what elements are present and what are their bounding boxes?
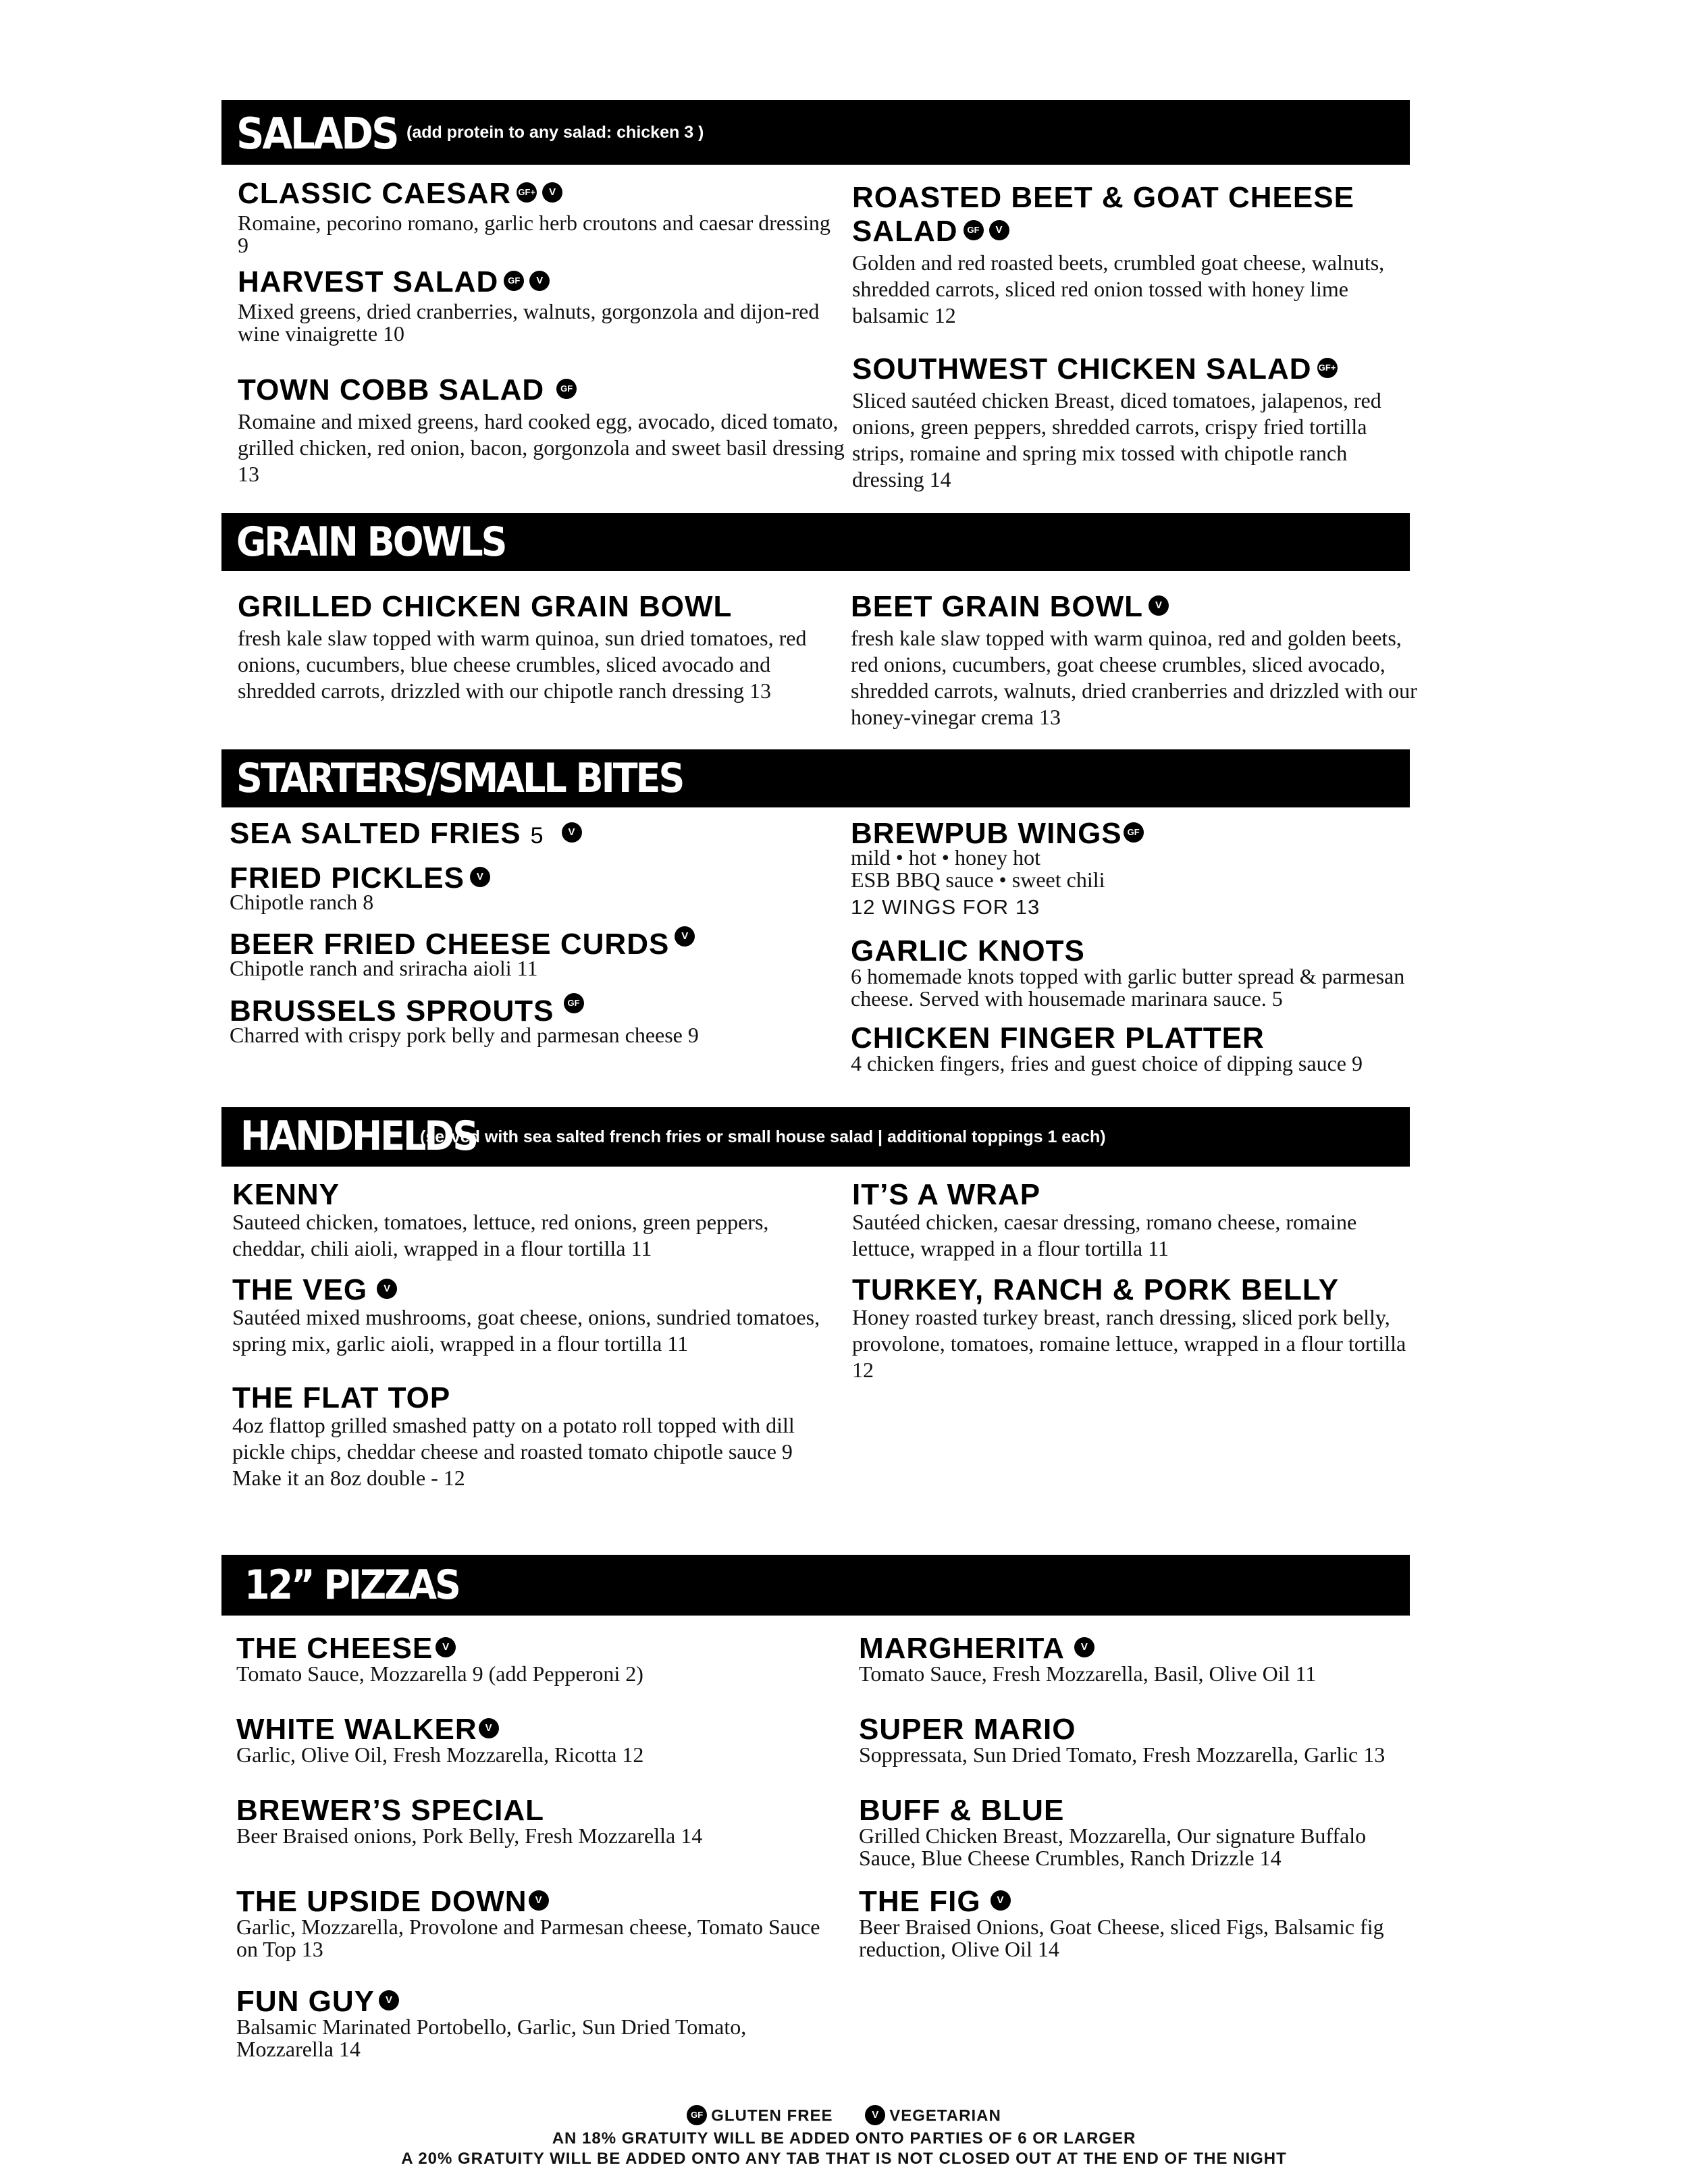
item-extra: Make it an 8oz double - 12 xyxy=(232,1466,465,1490)
vegetarian-icon: V xyxy=(675,926,695,947)
menu-item-its-a-wrap xyxy=(852,1178,1419,1262)
vegetarian-icon: V xyxy=(1149,595,1169,616)
menu-item-the-upside-down xyxy=(236,1885,830,1961)
item-name: TURKEY, RANCH & PORK BELLY xyxy=(852,1273,1340,1306)
item-description: fresh kale slaw topped with warm quinoa, sun dried tomatoes, red onions, cucumbers, blue cheese crumbles, sliced avocado and shredded carrots, drizzled with our chipotle ranch dressing 13 xyxy=(238,626,807,703)
item-description: Chipotle ranch 8 xyxy=(230,890,374,914)
item-name: THE UPSIDE DOWN xyxy=(236,1885,527,1918)
menu-item-town-cobb-salad xyxy=(238,373,845,487)
item-description: Grilled Chicken Breast, Mozzarella, Our signature Buffalo Sauce, Blue Cheese Crumbles, Ranch Drizzle 14 xyxy=(859,1823,1367,1870)
item-description: Beer Braised Onions, Goat Cheese, sliced Figs, Balsamic fig reduction, Olive Oil 14 xyxy=(859,1915,1384,1961)
item-price: 5 xyxy=(530,823,544,849)
menu-item-turkey-ranch-pork-belly xyxy=(852,1273,1419,1383)
vegetarian-icon: V xyxy=(542,182,562,203)
gluten-free-icon: GF xyxy=(504,271,524,291)
item-name: GRILLED CHICKEN GRAIN BOWL xyxy=(238,590,733,623)
item-description: Balsamic Marinated Portobello, Garlic, Sun Dried Tomato, Mozzarella 14 xyxy=(236,2015,747,2061)
menu-item-grilled-chicken-grain-bowl xyxy=(238,590,832,704)
item-name: GARLIC KNOTS xyxy=(851,934,1085,967)
menu-item-kenny xyxy=(232,1178,840,1262)
legend-gluten-free: GLUTEN FREE xyxy=(711,2106,833,2125)
menu-item-beer-fried-cheese-curds xyxy=(230,928,837,980)
item-extra: 12 WINGS FOR 13 xyxy=(851,895,1040,919)
salads-title: SALADS xyxy=(236,109,398,159)
item-name: BEER FRIED CHEESE CURDS xyxy=(230,928,670,961)
item-name: BUFF & BLUE xyxy=(859,1794,1065,1827)
gluten-free-icon: GF xyxy=(687,2105,707,2125)
item-description: Sliced sautéed chicken Breast, diced tomatoes, jalapenos, red onions, green peppers, shredded carrots, crispy fried tortilla strips, romaine and spring mix tossed with chipotle ranch dressing 14 xyxy=(852,388,1381,491)
handhelds-note: (served with sea salted french fries or small house salad | additional toppings 1 each) xyxy=(420,1127,1106,1146)
item-name: BRUSSELS SPROUTS xyxy=(230,994,554,1028)
item-description: Romaine and mixed greens, hard cooked egg, avocado, diced tomato, grilled chicken, red onion, bacon, gorgonzola and sweet basil dressing 13 xyxy=(238,409,845,486)
gratuity-note-open-tab: A 20% GRATUITY WILL BE ADDED ONTO ANY TAB THAT IS NOT CLOSED OUT AT THE END OF THE NIGHT xyxy=(401,2150,1287,2168)
item-description: Sautéed mixed mushrooms, goat cheese, onions, sundried tomatoes, spring mix, garlic aioli, wrapped in a flour tortilla 11 xyxy=(232,1305,820,1356)
item-description: Chipotle ranch and sriracha aioli 11 xyxy=(230,956,538,980)
salads-banner xyxy=(221,100,1410,165)
item-name: FUN GUY xyxy=(236,1985,375,2018)
menu-item-fun-guy xyxy=(236,1985,830,2060)
item-description: fresh kale slaw topped with warm quinoa, red and golden beets, red onions, cucumbers, goat cheese crumbles, sliced avocado, shredded carrots, walnuts, dried cranberries and drizzled with our honey-vinegar crema 13 xyxy=(851,626,1417,729)
item-description: 4oz flattop grilled smashed patty on a potato roll topped with dill pickle chips, cheddar cheese and roasted tomato chipotle sauce 9 xyxy=(232,1413,795,1464)
item-name: WHITE WALKER xyxy=(236,1713,477,1746)
pizzas-title: 12” PIZZAS xyxy=(244,1562,459,1609)
item-description: Sauteed chicken, tomatoes, lettuce, red onions, green peppers, cheddar, chili aioli, wrapped in a flour tortilla 11 xyxy=(232,1210,769,1260)
item-description: Charred with crispy pork belly and parmesan cheese 9 xyxy=(230,1023,699,1047)
gluten-free-icon: GF+ xyxy=(517,182,537,203)
item-description: Sautéed chicken, caesar dressing, romano cheese, romaine lettuce, wrapped in a flour tortilla 11 xyxy=(852,1210,1357,1260)
legend xyxy=(0,2106,1688,2127)
item-description: Beer Braised onions, Pork Belly, Fresh Mozzarella 14 xyxy=(236,1823,703,1848)
item-description: Mixed greens, dried cranberries, walnuts, gorgonzola and dijon-red wine vinaigrette 10 xyxy=(238,299,820,346)
item-name: SEA SALTED FRIES xyxy=(230,817,521,850)
pizzas-banner xyxy=(221,1555,1410,1616)
vegetarian-icon: V xyxy=(989,220,1009,240)
menu-item-the-cheese xyxy=(236,1632,830,1685)
item-description: Garlic, Mozzarella, Provolone and Parmesan cheese, Tomato Sauce on Top 13 xyxy=(236,1915,820,1961)
gratuity-note-parties: AN 18% GRATUITY WILL BE ADDED ONTO PARTIES OF 6 OR LARGER xyxy=(552,2129,1136,2148)
menu-item-the-flat-top xyxy=(232,1381,826,1491)
grain-bowls-banner xyxy=(221,513,1410,571)
item-description: Romaine, pecorino romano, garlic herb croutons and caesar dressing 9 xyxy=(238,211,830,257)
menu-item-margherita xyxy=(859,1632,1419,1685)
item-name: BEET GRAIN BOWL xyxy=(851,590,1143,623)
item-name: THE CHEESE xyxy=(236,1632,433,1665)
gluten-free-icon: GF xyxy=(1124,822,1144,843)
grain-bowls-title: GRAIN BOWLS xyxy=(236,518,506,566)
item-name: THE VEG xyxy=(232,1273,368,1306)
vegetarian-icon: V xyxy=(436,1637,456,1657)
menu-item-brussels-sprouts xyxy=(230,994,837,1046)
menu-item-southwest-chicken-salad xyxy=(852,352,1406,493)
legend-vegetarian: VEGETARIAN xyxy=(889,2106,1001,2125)
vegetarian-icon: V xyxy=(379,1990,399,2010)
item-name: MARGHERITA xyxy=(859,1632,1065,1665)
menu-item-brewpub-wings xyxy=(851,817,1418,920)
item-name: CHICKEN FINGER PLATTER xyxy=(851,1021,1265,1055)
menu-item-brewers-special xyxy=(236,1794,830,1847)
menu-item-roasted-beet-goat-cheese-salad xyxy=(852,181,1406,329)
starters-title: STARTERS/SMALL BITES xyxy=(236,755,683,802)
gluten-free-icon: GF xyxy=(964,220,984,240)
item-description: Tomato Sauce, Fresh Mozzarella, Basil, Olive Oil 11 xyxy=(859,1661,1317,1686)
item-description: 4 chicken fingers, fries and guest choice of dipping sauce 9 xyxy=(851,1051,1363,1075)
menu-item-sea-salted-fries xyxy=(230,817,837,853)
item-name: IT’S A WRAP xyxy=(852,1178,1041,1211)
item-name: BREWPUB WINGS xyxy=(851,817,1122,850)
menu-item-the-veg xyxy=(232,1273,840,1357)
item-name: KENNY xyxy=(232,1178,340,1211)
item-name: ROASTED BEET & GOAT CHEESE SALAD xyxy=(852,181,1354,248)
vegetarian-icon: V xyxy=(470,867,490,887)
menu-item-harvest-salad xyxy=(238,265,845,345)
vegetarian-icon: V xyxy=(991,1890,1011,1911)
item-name: TOWN COBB SALAD xyxy=(238,373,545,406)
item-description: 6 homemade knots topped with garlic butter spread & parmesan cheese. Served with housemade marinara sauce. 5 xyxy=(851,964,1405,1011)
item-name: THE FLAT TOP xyxy=(232,1381,451,1414)
menu-item-the-fig xyxy=(859,1885,1419,1961)
item-description-line: mild • hot • honey hot xyxy=(851,845,1041,870)
menu-item-super-mario xyxy=(859,1713,1419,1766)
vegetarian-icon: V xyxy=(562,822,582,843)
menu-item-fried-pickles xyxy=(230,861,837,913)
item-description-line: ESB BBQ sauce • sweet chili xyxy=(851,868,1105,892)
menu-item-garlic-knots xyxy=(851,934,1431,1010)
item-name: SUPER MARIO xyxy=(859,1713,1076,1746)
menu-item-chicken-finger-platter xyxy=(851,1021,1431,1075)
item-name: THE FIG xyxy=(859,1885,981,1918)
vegetarian-icon: V xyxy=(529,271,550,291)
gluten-free-icon: GF xyxy=(556,379,577,399)
item-description: Golden and red roasted beets, crumbled goat cheese, walnuts, shredded carrots, sliced red onion tossed with honey lime balsamic 12 xyxy=(852,250,1385,327)
menu-item-classic-caesar xyxy=(238,177,845,257)
item-name: HARVEST SALAD xyxy=(238,265,499,298)
vegetarian-icon: V xyxy=(1074,1637,1094,1657)
item-name: FRIED PICKLES xyxy=(230,861,465,895)
item-name: SOUTHWEST CHICKEN SALAD xyxy=(852,352,1312,385)
gluten-free-icon: GF+ xyxy=(1317,358,1338,378)
item-name: CLASSIC CAESAR xyxy=(238,177,512,210)
vegetarian-icon: V xyxy=(865,2105,885,2125)
item-description: Tomato Sauce, Mozzarella 9 (add Pepperoni 2) xyxy=(236,1661,643,1686)
handhelds-title: HANDHELDS xyxy=(240,1113,477,1160)
handhelds-banner xyxy=(221,1107,1410,1167)
menu-item-buff-and-blue xyxy=(859,1794,1419,1869)
menu-item-beet-grain-bowl xyxy=(851,590,1431,730)
salads-note: (add protein to any salad: chicken 3 ) xyxy=(406,123,704,142)
menu-item-white-walker xyxy=(236,1713,830,1766)
item-description: Honey roasted turkey breast, ranch dressing, sliced pork belly, provolone, tomatoes, romaine lettuce, wrapped in a flour tortilla 12 xyxy=(852,1305,1406,1382)
gluten-free-icon: GF xyxy=(564,993,584,1013)
starters-banner xyxy=(221,749,1410,807)
vegetarian-icon: V xyxy=(479,1718,499,1738)
item-name: BREWER’S SPECIAL xyxy=(236,1794,545,1827)
vegetarian-icon: V xyxy=(529,1890,549,1911)
item-description: Garlic, Olive Oil, Fresh Mozzarella, Ricotta 12 xyxy=(236,1742,644,1767)
item-description: Soppressata, Sun Dried Tomato, Fresh Mozzarella, Garlic 13 xyxy=(859,1742,1386,1767)
vegetarian-icon: V xyxy=(377,1279,397,1299)
